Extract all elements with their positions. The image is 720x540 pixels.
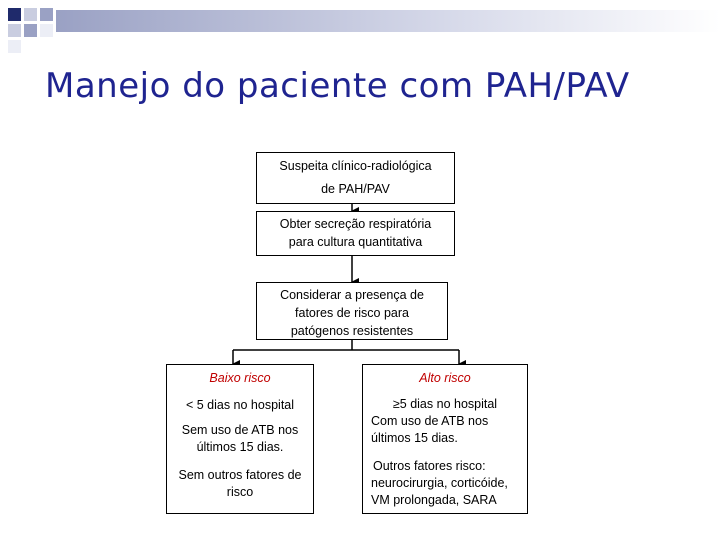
consider-line2: fatores de risco para <box>295 306 409 320</box>
low-risk-atb-line2: últimos 15 dias. <box>196 440 284 454</box>
secretion-line2: para cultura quantitativa <box>288 235 423 249</box>
high-risk-factors-line3: VM prolongada, SARA <box>371 493 497 507</box>
suspicion-line2: de PAH/PAV <box>321 182 390 196</box>
suspicion-line1: Suspeita clínico-radiológica <box>279 159 432 173</box>
secretion-box <box>256 211 455 256</box>
low-risk-box <box>166 364 314 514</box>
secretion-line1: Obter secreção respiratória <box>279 217 432 231</box>
risk-factors-box <box>256 282 448 340</box>
suspicion-box <box>256 152 455 204</box>
high-risk-atb-line2: últimos 15 dias. <box>371 431 458 445</box>
high-risk-box <box>362 364 528 514</box>
high-risk-heading: Alto risco <box>419 371 471 385</box>
high-risk-factors-line2: neurocirurgia, corticóide, <box>371 476 508 490</box>
high-risk-hospital: ≥5 dias no hospital <box>392 397 498 411</box>
slide-title: Manejo do paciente com PAH/PAV <box>45 66 630 106</box>
consider-line3: patógenos resistentes <box>290 324 414 338</box>
high-risk-factors-line1: Outros fatores risco: <box>373 459 486 473</box>
low-risk-hospital: < 5 dias no hospital <box>185 398 295 412</box>
high-risk-atb-line1: Com uso de ATB nos <box>371 414 489 428</box>
consider-line1: Considerar a presença de <box>280 288 424 302</box>
low-risk-factors-line1: Sem outros fatores de <box>178 468 302 482</box>
low-risk-heading: Baixo risco <box>209 371 271 385</box>
low-risk-factors-line2: risco <box>226 485 254 499</box>
low-risk-atb-line1: Sem uso de ATB nos <box>181 423 299 437</box>
